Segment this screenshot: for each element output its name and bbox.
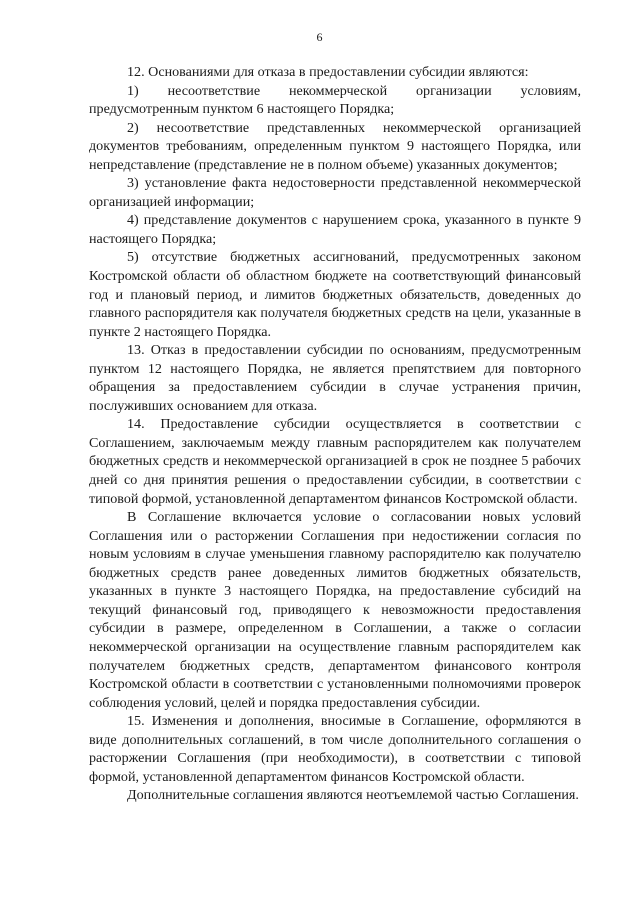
paragraph-12-item-4: 4) представление документов с нарушением срока, указанного в пункте 9 настоящего Порядка; xyxy=(89,212,581,247)
paragraph-14-agreement-terms: В Соглашение включается условие о согласовании новых условий Соглашения или о расторжении Соглашения при недостижении согласия по новым условиям в случае уменьшения главному распорядителю как получателю бюджетных средств ранее доведенных лимитов бюджетных обязательств, указанных в пункте 3 настоящего Порядка, на предоставление субсидий на текущий финансовый год, приводящего к невозможности предоставления субсидии в размере, определенном в Соглашении, а также о согласии некоммерческой организации на осуществление главным распорядителем как получателем бюджетных средств, департаментом финансового контроля Костромской области в соответствии с установленными полномочиями проверок соблюдения условий, целей и порядка предоставления субсидии. xyxy=(89,509,581,711)
paragraph-12-heading: 12. Основаниями для отказа в предоставлении субсидии являются: xyxy=(127,64,529,80)
paragraph-12-item-2: 2) несоответствие представленных некоммерческой организацией документов требованиям, определенным пунктом 9 настоящего Порядка, или непредставление (представление не в полном объеме) указанных документов; xyxy=(89,119,581,173)
paragraph-14: 14. Предоставление субсидии осуществляется в соответствии с Соглашением, заключаемым между главным распорядителем как получателем бюджетных средств и некоммерческой организацией в срок не позднее 5 рабочих дней со дня принятия решения о предоставлении субсидии, в соответствии с типовой формой, установленной департаментом финансов Костромской области. xyxy=(89,416,581,507)
paragraph-12-item-1: 1) несоответствие некоммерческой организации условиям, предусмотренным пунктом 6 настоящего Порядка; xyxy=(89,82,581,118)
document-body xyxy=(89,63,581,805)
paragraph-12-item-5: 5) отсутствие бюджетных ассигнований, предусмотренных законом Костромской области об областном бюджете на соответствующий финансовый год и плановый период, и лимитов бюджетных обязательств, доведенных до главного распорядителя как получателя бюджетных средств на цели, указанные в пункте 2 настоящего Порядка. xyxy=(89,249,581,340)
paragraph-13: 13. Отказ в предоставлении субсидии по основаниям, предусмотренным пунктом 12 настоящего Порядка, не является препятствием для повторного обращения за предоставлением субсидии в случае устранения причин, послуживших основанием для отказа. xyxy=(89,342,581,414)
paragraph-15-additional-agreements: Дополнительные соглашения являются неотъемлемой частью Соглашения. xyxy=(127,787,579,804)
paragraph-12-item-3: 3) установление факта недостоверности представленной некоммерческой организацией информации; xyxy=(89,175,581,210)
page-number: 6 xyxy=(316,30,323,44)
paragraph-15: 15. Изменения и дополнения, вносимые в Соглашение, оформляются в виде дополнительных соглашений, в том числе дополнительного соглашения о расторжении Соглашения (при необходимости), в соответствии с типовой формой, установленной департаментом финансов Костромской области. xyxy=(89,713,581,785)
